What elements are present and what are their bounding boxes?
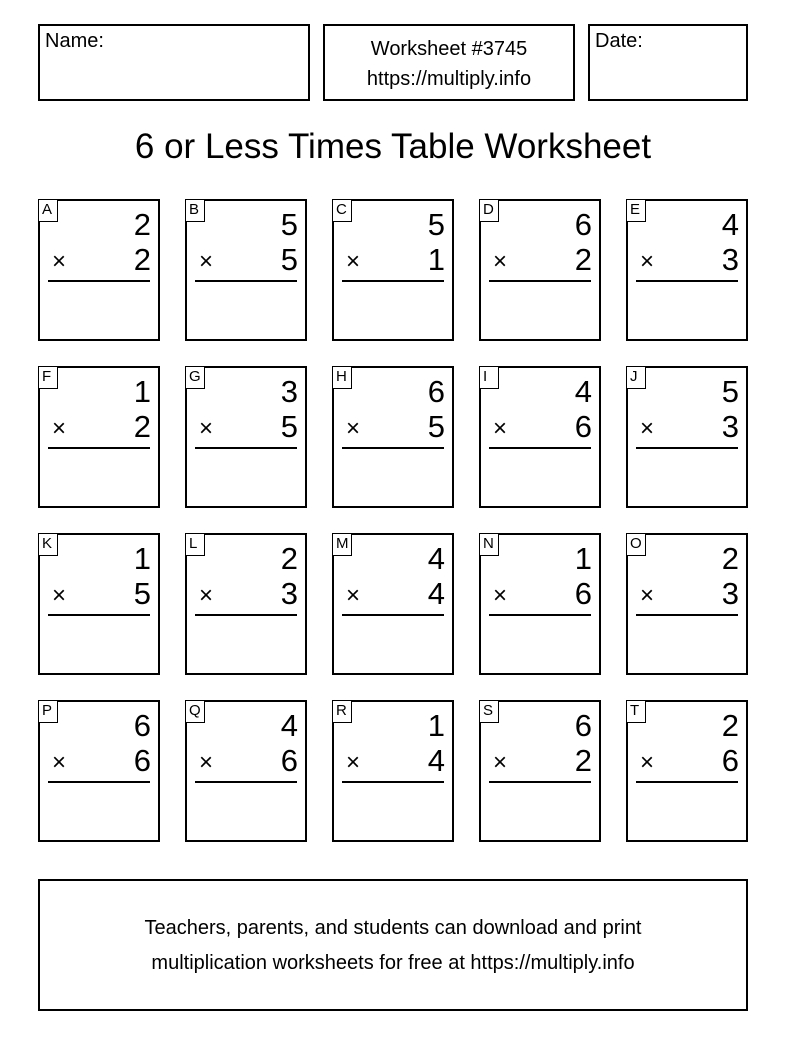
times-sign: × (199, 749, 214, 776)
answer-line (48, 280, 150, 282)
problem-label: D (479, 199, 499, 222)
multiplier: 6 (133, 743, 151, 778)
footer-line-2: multiplication worksheets for free at https://multiply.info (151, 952, 635, 974)
multiplicand: 4 (721, 207, 739, 242)
problem-card[interactable] (479, 700, 601, 842)
answer-line (636, 280, 738, 282)
problem-card[interactable] (479, 366, 601, 508)
multiplier: 3 (280, 576, 298, 611)
footer-box (38, 879, 748, 1011)
problem-card[interactable] (332, 199, 454, 341)
answer-line (48, 447, 150, 449)
multiplicand: 1 (574, 541, 592, 576)
answer-line (195, 447, 297, 449)
answer-line (48, 614, 150, 616)
answer-line (342, 447, 444, 449)
answer-line (195, 781, 297, 783)
times-sign: × (640, 248, 655, 275)
times-sign: × (640, 582, 655, 609)
multiplicand: 1 (133, 374, 151, 409)
problem-card[interactable] (626, 533, 748, 675)
answer-line (636, 447, 738, 449)
multiplicand: 4 (427, 541, 445, 576)
answer-line (195, 280, 297, 282)
multiplicand: 6 (574, 207, 592, 242)
problem-label: A (38, 199, 58, 222)
name-box[interactable] (38, 24, 310, 101)
problem-label: Q (185, 700, 205, 723)
problem-card[interactable] (479, 199, 601, 341)
problem-card[interactable] (185, 199, 307, 341)
problem-label: N (479, 533, 499, 556)
date-label: Date: (595, 30, 643, 52)
multiplier: 1 (427, 242, 445, 277)
multiplicand: 5 (721, 374, 739, 409)
problem-card[interactable] (626, 366, 748, 508)
multiplier: 6 (574, 576, 592, 611)
answer-line (342, 280, 444, 282)
problem-card[interactable] (332, 700, 454, 842)
times-sign: × (199, 415, 214, 442)
times-sign: × (493, 415, 508, 442)
answer-line (489, 447, 591, 449)
multiplicand: 5 (280, 207, 298, 242)
multiplier: 4 (427, 576, 445, 611)
multiplicand: 4 (574, 374, 592, 409)
multiplier: 3 (721, 576, 739, 611)
multiplicand: 2 (280, 541, 298, 576)
times-sign: × (346, 415, 361, 442)
problem-card[interactable] (626, 700, 748, 842)
multiplier: 5 (280, 409, 298, 444)
problem-label: E (626, 199, 646, 222)
answer-line (195, 614, 297, 616)
times-sign: × (640, 415, 655, 442)
multiplier: 2 (133, 409, 151, 444)
answer-line (636, 781, 738, 783)
multiplicand: 3 (280, 374, 298, 409)
multiplier: 6 (280, 743, 298, 778)
problem-label: K (38, 533, 58, 556)
multiplicand: 6 (427, 374, 445, 409)
times-sign: × (493, 749, 508, 776)
multiplier: 4 (427, 743, 445, 778)
multiplier: 3 (721, 242, 739, 277)
problem-label: P (38, 700, 58, 723)
problem-card[interactable] (38, 533, 160, 675)
multiplier: 3 (721, 409, 739, 444)
problem-label: O (626, 533, 646, 556)
problem-label: J (626, 366, 646, 389)
answer-line (489, 280, 591, 282)
problem-card[interactable] (38, 199, 160, 341)
answer-line (489, 614, 591, 616)
times-sign: × (52, 582, 67, 609)
answer-line (342, 781, 444, 783)
footer-line-1: Teachers, parents, and students can download and print (144, 917, 642, 939)
page-title: 6 or Less Times Table Worksheet (134, 127, 652, 166)
times-sign: × (493, 582, 508, 609)
problem-card[interactable] (185, 700, 307, 842)
times-sign: × (640, 749, 655, 776)
multiplier: 2 (574, 242, 592, 277)
times-sign: × (346, 749, 361, 776)
date-box[interactable] (588, 24, 748, 101)
answer-line (342, 614, 444, 616)
times-sign: × (199, 248, 214, 275)
multiplier: 5 (133, 576, 151, 611)
multiplicand: 6 (133, 708, 151, 743)
problem-label: M (332, 533, 352, 556)
multiplicand: 5 (427, 207, 445, 242)
problem-card[interactable] (38, 700, 160, 842)
problem-card[interactable] (626, 199, 748, 341)
multiplicand: 2 (133, 207, 151, 242)
multiplicand: 1 (427, 708, 445, 743)
problem-label: B (185, 199, 205, 222)
answer-line (636, 614, 738, 616)
problem-label: L (185, 533, 205, 556)
multiplier: 5 (427, 409, 445, 444)
multiplier: 5 (280, 242, 298, 277)
multiplicand: 6 (574, 708, 592, 743)
problem-label: S (479, 700, 499, 723)
problem-card[interactable] (332, 533, 454, 675)
multiplicand: 1 (133, 541, 151, 576)
multiplier: 6 (721, 743, 739, 778)
answer-line (48, 781, 150, 783)
times-sign: × (493, 248, 508, 275)
problem-label: G (185, 366, 205, 389)
name-label: Name: (45, 30, 104, 52)
multiplicand: 2 (721, 541, 739, 576)
answer-line (489, 781, 591, 783)
problem-label: I (479, 366, 499, 389)
times-sign: × (52, 415, 67, 442)
multiplier: 2 (574, 743, 592, 778)
multiplier: 6 (574, 409, 592, 444)
problem-label: T (626, 700, 646, 723)
problem-card[interactable] (38, 366, 160, 508)
times-sign: × (199, 582, 214, 609)
worksheet-url: https://multiply.info (366, 68, 532, 90)
times-sign: × (346, 582, 361, 609)
times-sign: × (52, 248, 67, 275)
problem-card[interactable] (332, 366, 454, 508)
multiplicand: 2 (721, 708, 739, 743)
times-sign: × (346, 248, 361, 275)
problem-card[interactable] (185, 366, 307, 508)
times-sign: × (52, 749, 67, 776)
multiplicand: 4 (280, 708, 298, 743)
multiplier: 2 (133, 242, 151, 277)
worksheet-number: Worksheet #3745 (370, 38, 528, 60)
problem-label: H (332, 366, 352, 389)
worksheet-info-box (323, 24, 575, 101)
problem-card[interactable] (479, 533, 601, 675)
problem-card[interactable] (185, 533, 307, 675)
problem-label: R (332, 700, 352, 723)
problem-label: F (38, 366, 58, 389)
problem-label: C (332, 199, 352, 222)
